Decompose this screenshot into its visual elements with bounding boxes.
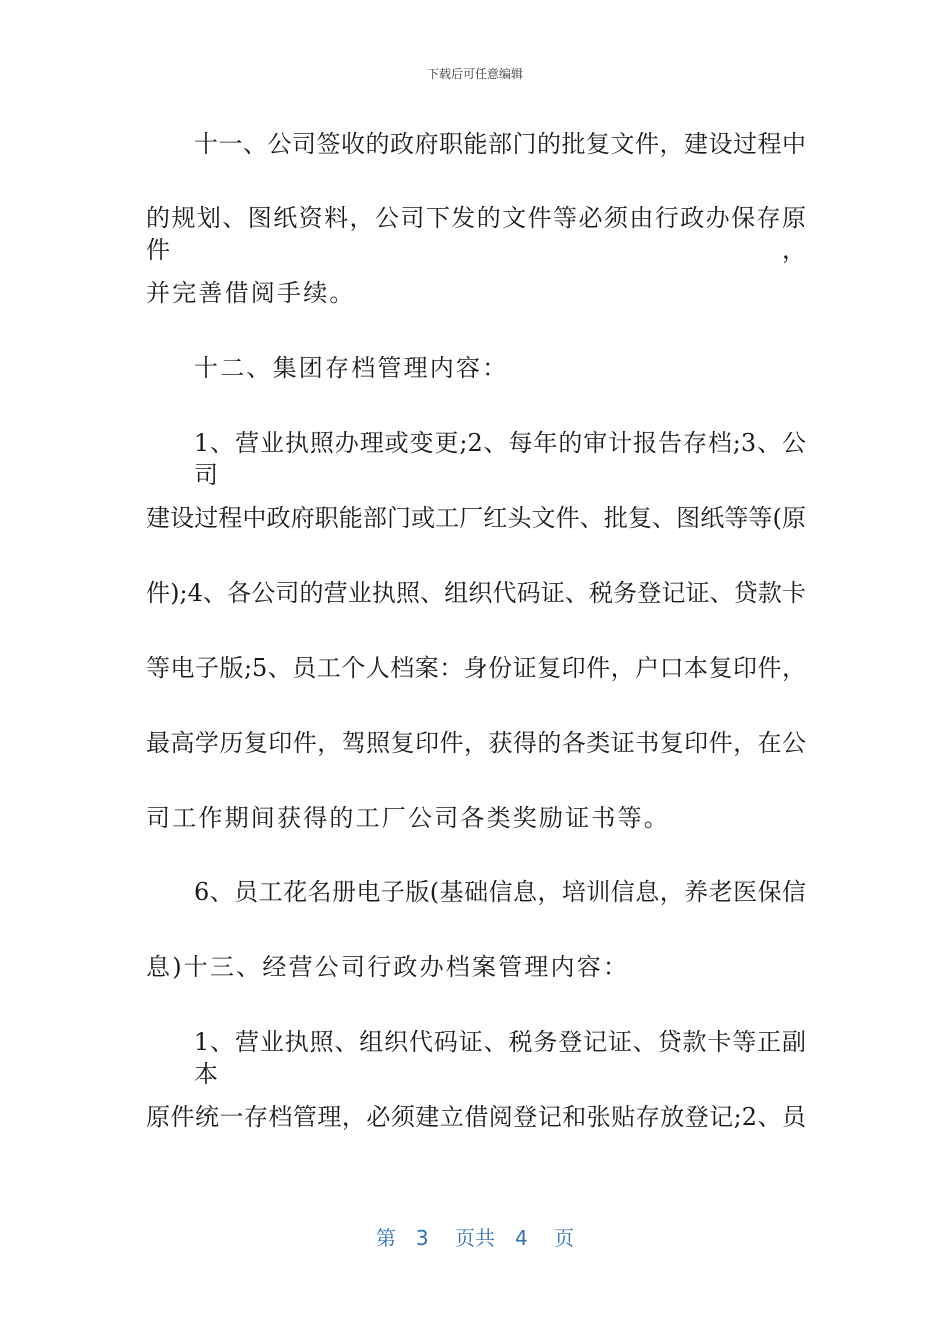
paragraph-line: 1、营业执照、组织代码证、税务登记证、贷款卡等正副本 (194, 1028, 806, 1088)
paragraph-line: 并完善借阅手续。 (146, 279, 356, 307)
paragraph-line: 十一、公司签收的政府职能部门的批复文件，建设过程中 (194, 130, 806, 158)
paragraph-line: 原件统一存档管理，必须建立借阅登记和张贴存放登记;2、员 (146, 1103, 806, 1131)
page-header-note: 下载后可任意编辑 (426, 67, 523, 81)
paragraph-line: 等电子版;5、员工个人档案：身份证复印件，户口本复印件， (146, 654, 806, 682)
paragraph-line: 司工作期间获得的工厂公司各类奖励证书等。 (146, 804, 670, 832)
paragraph-line: 最高学历复印件，驾照复印件，获得的各类证书复印件，在公 (146, 729, 806, 757)
paragraph-line: 建设过程中政府职能部门或工厂红头文件、批复、图纸等等(原 (146, 504, 806, 532)
paragraph-line: 件);4、各公司的营业执照、组织代码证、税务登记证、贷款卡 (146, 579, 806, 607)
paragraph-line: 6、员工花名册电子版(基础信息，培训信息，养老医保信 (194, 878, 806, 906)
paragraph-line: 的规划、图纸资料，公司下发的文件等必须由行政办保存原件， (146, 204, 806, 264)
paragraph-line: 1、营业执照办理或变更;2、每年的审计报告存档;3、公司 (194, 429, 806, 489)
page-number-footer: 第 3 页共 4 页 (375, 1226, 575, 1250)
paragraph-line: 十二、集团存档管理内容： (194, 354, 509, 382)
paragraph-line: 息)十三、经营公司行政办档案管理内容： (146, 953, 630, 981)
